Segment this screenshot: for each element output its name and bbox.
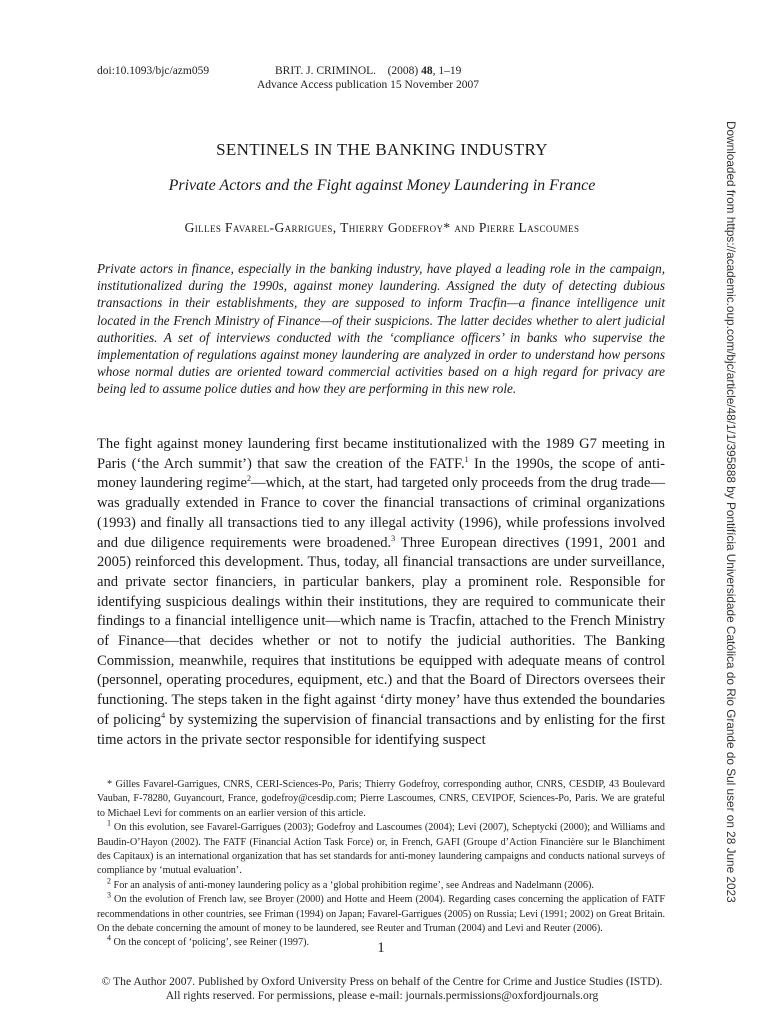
doi-text: doi:10.1093/bjc/azm059 bbox=[97, 65, 210, 77]
footnote-1 bbox=[97, 818, 665, 879]
journal-pages: , 1–19 bbox=[432, 65, 462, 77]
footnote-mark: 2 bbox=[107, 876, 111, 886]
author-conjunction: and bbox=[454, 220, 476, 235]
article-title: SENTINELS IN THE BANKING INDUSTRY bbox=[216, 140, 548, 159]
author-name: Pierre Lascoumes bbox=[478, 220, 580, 235]
journal-name: BRIT. J. CRIMINOL. bbox=[275, 65, 377, 77]
footnote-text: On the concept of ‘policing’, see Reiner (1997). bbox=[111, 937, 310, 949]
author-list bbox=[97, 220, 667, 236]
journal-year: (2008) bbox=[387, 65, 419, 77]
article-subtitle: Private Actors and the Fight against Money Laundering in France bbox=[168, 177, 596, 194]
footnote-ref[interactable]: 2 bbox=[247, 474, 252, 484]
footnote-author-affiliation: * Gilles Favarel-Garrigues, CNRS, CERI-Sciences-Po, Paris; Thierry Godefroy, corresponding author, CNRS, CESDIP, 43 Boulevard Vauban, F-78280, Guyancourt, France, godefroy@cesdip.com; Pierre Lascoumes, CNRS, CEVIPOF, Sciences-Po, Paris. We are grateful to Michael Levi for comments on an earlier version of this article. bbox=[97, 779, 665, 819]
body-paragraph bbox=[97, 435, 665, 750]
download-watermark: Downloaded from https://academic.oup.com/bjc/article/48/1/1/395888 by Pontifícia Universidade Católica do Rio Grande do Sul user on 28 June 2023 bbox=[724, 121, 738, 903]
body-text-segment: The fight against money laundering first became institutionalized with the 1989 G7 meeting in Paris (‘the Arch summit’) that saw the creation of the FATF. bbox=[97, 436, 665, 472]
copyright-line: © The Author 2007. Published by Oxford University Press on behalf of the Centre for Crime and Justice Studies (ISTD). bbox=[101, 975, 663, 988]
author-name: Thierry Godefroy* bbox=[340, 220, 451, 235]
footnote-2 bbox=[97, 876, 665, 893]
footnote-ref[interactable]: 4 bbox=[161, 710, 166, 720]
body-text-segment: In the 1990s, the scope of anti-money laundering regime bbox=[97, 455, 665, 492]
footnote-text: For an analysis of anti-money laundering policy as a ‘global prohibition regime’, see Andreas and Nadelmann (2006). bbox=[111, 879, 594, 891]
footnote-3 bbox=[97, 890, 665, 936]
footnote-text: On the evolution of French law, see Broyer (2000) and Hotte and Heem (2004). Regarding cases concerning the application of FATF recommendations in other countries, see Friman (1994) on Japan; Favarel-Garrigues (2005) on Russia; Levi (1991; 2002) on Great Britain. On the debate concerning the amount of money to be laundered, see Reuter and Truman (2004) and Levi and Reuter (2006). bbox=[97, 894, 665, 935]
footnote-mark: 1 bbox=[107, 818, 111, 828]
author-name: Gilles Favarel-Garrigues, bbox=[184, 220, 337, 235]
copyright-notice bbox=[90, 975, 674, 1003]
abstract: Private actors in finance, especially in the banking industry, have played a leading role in the campaign, institutionalized during the 1990s, against money laundering. Assigned the duty of detecting dubious transactions in their establishments, they are supposed to inform Tracfin—a finance intelligence unit located in the French Ministry of Finance—of their suspicions. The latter decides whether to alert judicial authorities. A set of interviews conducted with the ‘compliance officers’ in banks who supervise the implementation of regulations against money laundering are analyzed in order to understand how persons whose normal duties are oriented toward commercial activities based on a high regard for privacy are being led to assume police duties and how they are performing in this new role. bbox=[97, 261, 665, 397]
footnote-text: On this evolution, see Favarel-Garrigues (2003); Godefroy and Lascoumes (2004); Levi (2007), Scheptycki (2000); and Williams and Baudin-O’Hayon (2002). The FATF (Financial Action Task Force) or, in French, GAFI (Groupe d’Action Financière sur le Blanchiment des Capitaux) is an international organization that has set standards for anti-money laundering campaigns and conducts national surveys of compliance by ‘mutual evaluation’. bbox=[97, 822, 665, 877]
journal-volume: 48 bbox=[421, 65, 433, 77]
footnotes bbox=[97, 778, 665, 951]
body-text-segment: —which, at the start, had targeted only proceeds from the drug trade—was gradually extended in France to cover the financial transactions of criminal organizations (1993) and finally all transactions tied to any illegal activity (1996), while professions involved and due diligence requirements were broadened. bbox=[97, 475, 665, 551]
body-text-segment: Three European directives (1991, 2001 and 2005) reinforced this development. Thus, today, all financial transactions are under surveillance, and private sector financiers, in particular bankers, play a prominent role. Responsible for identifying suspicious dealings within their institutions, they are required to communicate their findings to a financial intelligence unit—which name is Tracfin, attached to the French Ministry of Finance—that decides whether or not to notify the judicial authorities. The Banking Commission, meanwhile, requires that institutions be equipped with adequate means of control (personnel, operating procedures, equipment, etc.) and that the Board of Directors oversees their functioning. The steps taken in the fight against ‘dirty money’ have thus extended the boundaries of policing bbox=[97, 534, 665, 728]
body-text-segment: by systemizing the supervision of financial transactions and by enlisting for the first time actors in the private sector responsible for identifying suspect bbox=[97, 711, 665, 748]
journal-citation bbox=[275, 64, 461, 78]
advance-access-line: Advance Access publication 15 November 2007 bbox=[257, 79, 479, 91]
footnote-mark: 3 bbox=[107, 890, 111, 900]
footnote-ref[interactable]: 1 bbox=[464, 454, 469, 464]
page-number: 1 bbox=[377, 940, 385, 956]
footnote-mark: 4 bbox=[107, 934, 111, 944]
permissions-line: All rights reserved. For permissions, please e-mail: journals.permissions@oxfordjournals.org bbox=[165, 989, 599, 1002]
footnote-ref[interactable]: 3 bbox=[391, 533, 396, 543]
